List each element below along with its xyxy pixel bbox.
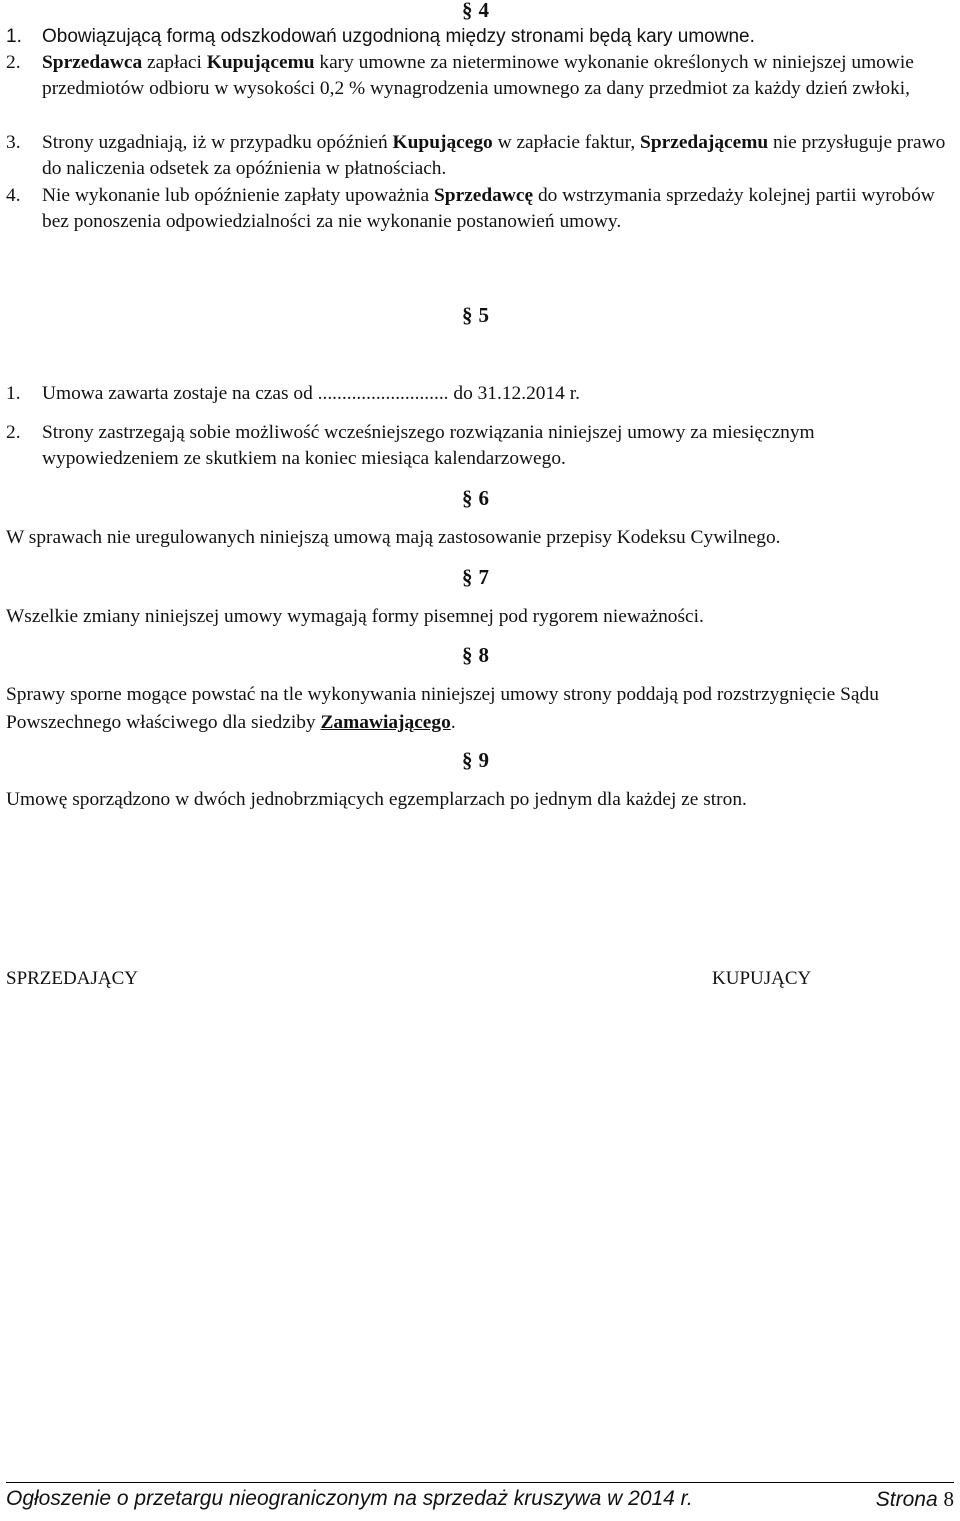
section-number: 7 — [478, 565, 489, 589]
seller-signature-label: SPRZEDAJĄCY — [6, 968, 138, 989]
item-text: Strony zastrzegają sobie możliwość wcześniejszego rozwiązania niniejszej umowy za miesięcznym wypowiedzeniem ze skutkiem na koniec miesiąca kalendarzowego. — [42, 422, 815, 469]
party-name: Sprzedawca — [42, 52, 143, 73]
buyer-signature-label: KUPUJĄCY — [712, 968, 812, 989]
text-run: Nie wykonanie lub opóźnienie zapłaty upoważnia — [42, 185, 434, 206]
s4-item-2 — [6, 50, 952, 102]
s4-item-1 — [6, 24, 952, 50]
section-heading-7 — [462, 565, 489, 590]
s9-paragraph: Umowę sporządzono w dwóch jednobrzmiących egzemplarzach po jednym dla każdej ze stron. — [6, 789, 747, 810]
s5-item-2 — [6, 420, 952, 472]
item-number: 4. — [6, 185, 21, 206]
section-heading-6 — [462, 486, 489, 511]
party-name: Sprzedającemu — [640, 132, 769, 153]
s7-paragraph: Wszelkie zmiany niniejszej umowy wymagają formy pisemnej pod rygorem nieważności. — [6, 606, 704, 627]
section-heading-4 — [462, 0, 489, 23]
item-text — [42, 183, 952, 235]
section-number: 6 — [478, 486, 489, 510]
item-number: 1. — [6, 383, 21, 404]
text-run: kary umowne za nieterminowe wykonanie określonych w niniejszej umowie przedmiotów odbioru w wysokości 0,2 % wynagrodzenia umownego za dany przedmiot za każdy dzień zwłoki, — [42, 52, 914, 99]
section-symbol: § — [462, 643, 473, 667]
item-text: Obowiązującą formą odszkodowań uzgodnioną między stronami będą kary umowne. — [42, 26, 755, 47]
party-name: Sprzedawcę — [434, 185, 534, 206]
section-heading-8 — [462, 643, 489, 668]
party-name: Kupującego — [392, 132, 493, 153]
text-run: w zapłacie faktur, — [492, 132, 641, 153]
page-footer — [6, 1482, 954, 1515]
item-number: 2. — [6, 422, 21, 443]
text-run: zapłaci — [142, 52, 207, 73]
party-name: Kupującemu — [206, 52, 315, 73]
s8-paragraph — [6, 681, 956, 737]
text-run: Strony uzgadniają, iż w przypadku opóźnień — [42, 132, 393, 153]
page-number: 8 — [943, 1487, 954, 1511]
item-text: Umowa zawarta zostaje na czas od ........................... do 31.12.2014 r. — [42, 383, 580, 404]
section-heading-9 — [462, 748, 489, 773]
section-heading-5 — [462, 303, 489, 328]
text-run: do wstrzymania sprzedaży kolejnej partii wyrobów bez ponoszenia odpowiedzialności za nie wykonanie postanowień umowy. — [42, 185, 935, 232]
section-symbol: § — [462, 303, 473, 327]
s4-item-4 — [6, 183, 952, 235]
section-symbol: § — [462, 0, 473, 22]
page-label: Strona — [875, 1488, 938, 1511]
item-text — [42, 130, 952, 182]
section-symbol: § — [462, 486, 473, 510]
s4-item-3 — [6, 130, 952, 182]
item-text — [42, 50, 952, 102]
footer-page — [876, 1487, 954, 1512]
section-symbol: § — [462, 565, 473, 589]
section-number: 8 — [478, 643, 489, 667]
item-number: 3. — [6, 132, 21, 153]
party-name: Zamawiającego — [320, 712, 451, 733]
item-number: 2. — [6, 52, 21, 73]
s5-item-1 — [6, 381, 952, 407]
text-run: nie przysługuje prawo do naliczenia odsetek za opóźnienia w płatnościach. — [42, 132, 946, 179]
text-run: Sprawy sporne mogące powstać na tle wykonywania niniejszej umowy strony poddają pod rozstrzygnięcie Sądu Powszechnego właściwego dla siedziby — [6, 684, 879, 733]
footer-title: Ogłoszenie o przetargu nieograniczonym na sprzedaż kruszywa w 2014 r. — [6, 1487, 693, 1510]
section-symbol: § — [462, 748, 473, 772]
section-number: 5 — [478, 303, 489, 327]
section-number: 4 — [478, 0, 489, 22]
section-number: 9 — [478, 748, 489, 772]
item-number: 1. — [6, 26, 22, 47]
s6-paragraph: W sprawach nie uregulowanych niniejszą umową mają zastosowanie przepisy Kodeksu Cywilnego. — [6, 527, 781, 548]
text-run: . — [450, 712, 456, 733]
